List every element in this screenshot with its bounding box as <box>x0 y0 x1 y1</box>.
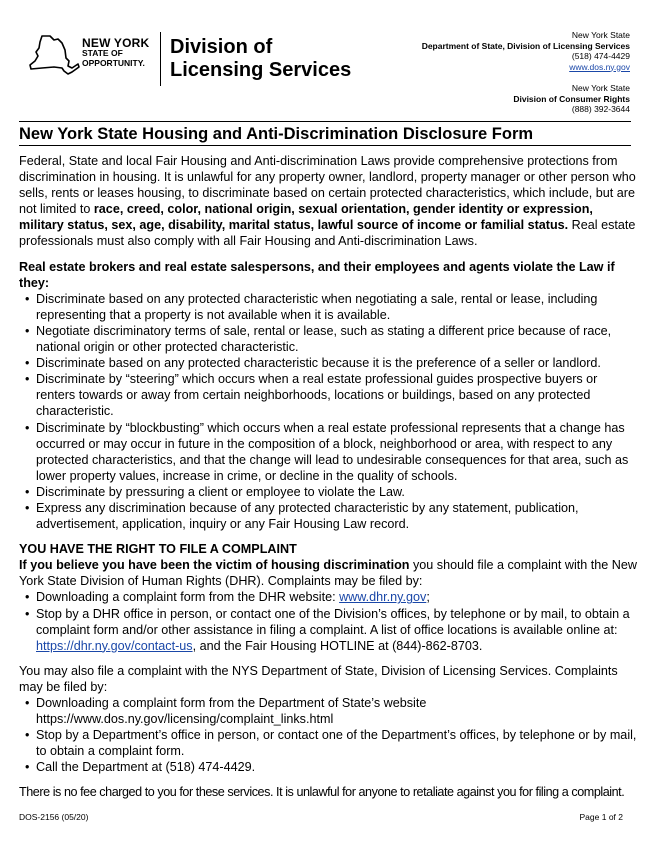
contact2-phone: (888) 392-3644 <box>571 104 630 114</box>
dhr-options-list <box>19 589 639 653</box>
list-item: • Discriminate by “steering” which occurs when a real estate professional guides prospective buyers or renters towards or away from certain neighborhoods, locations or buildings, based on any protected characteristic. <box>19 371 639 419</box>
violations-list <box>19 291 639 532</box>
new-york-state-map-icon <box>28 34 80 78</box>
logo-line-2: STATE OF <box>82 48 123 58</box>
document-body <box>19 153 639 801</box>
complaint-heading: YOU HAVE THE RIGHT TO FILE A COMPLAINT <box>19 542 297 557</box>
dos-intro: You may also file a complaint with the NYS Department of State, Division of Licensing Services. Complaints may be filed by: <box>19 663 618 694</box>
contact-block <box>422 30 630 115</box>
division-line-2: Licensing Services <box>170 59 352 81</box>
dhr-website-link[interactable]: www.dhr.ny.gov <box>339 590 427 605</box>
list-item: • Discriminate based on any protected characteristic because it is the preference of a seller or landlord. <box>19 355 639 371</box>
dos-options-list <box>19 695 639 775</box>
list-item: • Discriminate by pressuring a client or employee to violate the Law. <box>19 484 639 500</box>
list-item: • Negotiate discriminatory terms of sale, rental or lease, such as stating a different price because of race, national origin or other protected characteristic. <box>19 323 639 355</box>
division-title <box>170 36 351 82</box>
list-item: • Downloading a complaint form from the DHR website: www.dhr.ny.gov; <box>19 589 639 605</box>
contact1-phone: (518) 474-4429 <box>571 51 630 61</box>
page-number: Page 1 of 2 <box>579 812 623 822</box>
violations-heading: Real estate brokers and real estate salespersons, and their employees and agents violate the Law if they: <box>19 259 615 290</box>
contact2-state: New York State <box>571 83 630 93</box>
dhr-contact-link[interactable]: https://dhr.ny.gov/contact-us <box>36 638 193 653</box>
list-item: • Call the Department at (518) 474-4429. <box>19 759 639 775</box>
list-item: • Stop by a Department’s office in person, or contact one of the Department’s offices, by telephone or by mail, to obtain a complaint form. <box>19 727 639 759</box>
list-item: • Discriminate based on any protected characteristic when negotiating a sale, rental or lease, including representing that a property is not available when it is available. <box>19 291 639 323</box>
contact2-department: Division of Consumer Rights <box>513 93 630 104</box>
dos-website-link[interactable]: www.dos.ny.gov <box>569 61 630 72</box>
contact1-department: Department of State, Division of Licensing Services <box>421 40 630 51</box>
logo-line-1: NEW YORK <box>82 36 150 50</box>
list-item: • Downloading a complaint form from the Department of State’s website https://www.dos.ny.gov/licensing/complaint_links.html <box>19 695 639 727</box>
list-item: • Stop by a DHR office in person, or contact one of the Division’s offices, by telephone or by mail, to obtain a complaint form and/or other assistance in filing a complaint. A list of office locations is available online at: https://dhr.ny.gov/contact-us, and the Fair Housing HOTLINE at (844)-862-8703. <box>19 606 639 654</box>
division-line-1: Division of <box>170 36 273 58</box>
list-item: • Discriminate by “blockbusting” which occurs when a real estate professional represents that a change has occurred or may occur in future in the composition of a block, neighborhood or area, with respect to any protected characteristics, and that the change will lead to undesirable consequences for that area, such as lower property values, increase in crime, or decline in the quality of schools. <box>19 420 639 484</box>
contact1-state: New York State <box>571 30 630 40</box>
form-id: DOS-2156 (05/20) <box>19 812 89 822</box>
complaint-lead: If you believe you have been the victim of housing discrimination you should file a complaint with the New York State Division of Human Rights (DHR). Complaints may be filed by: <box>19 558 637 589</box>
list-item: • Express any discrimination because of any protected characteristic by any statement, publication, advertisement, application, inquiry or any Fair Housing Law record. <box>19 500 639 532</box>
document-title: New York State Housing and Anti-Discrimination Disclosure Form <box>19 121 631 146</box>
logo-divider <box>160 32 161 86</box>
intro-paragraph: Federal, State and local Fair Housing and Anti-discrimination Laws provide comprehensive protections from discrimination in housing. It is unlawful for any property owner, landlord, property manager or other person who sells, rents or leases housing, to discriminate based on certain protected characteristics, which include, but are not limited to race, creed, color, national origin, sexual orientation, gender identity or expression, military status, sex, age, disability, marital status, lawful source of income or familial status. Real estate professionals must also comply with all Fair Housing and Anti-discrimination Laws. <box>19 154 636 249</box>
logo-line-3: OPPORTUNITY. <box>82 58 145 68</box>
nys-logo-text <box>82 38 149 68</box>
page-header <box>0 0 650 118</box>
closing-statement: There is no fee charged to you for these services. It is unlawful for anyone to retaliate against you for filing a complaint. <box>19 785 625 800</box>
